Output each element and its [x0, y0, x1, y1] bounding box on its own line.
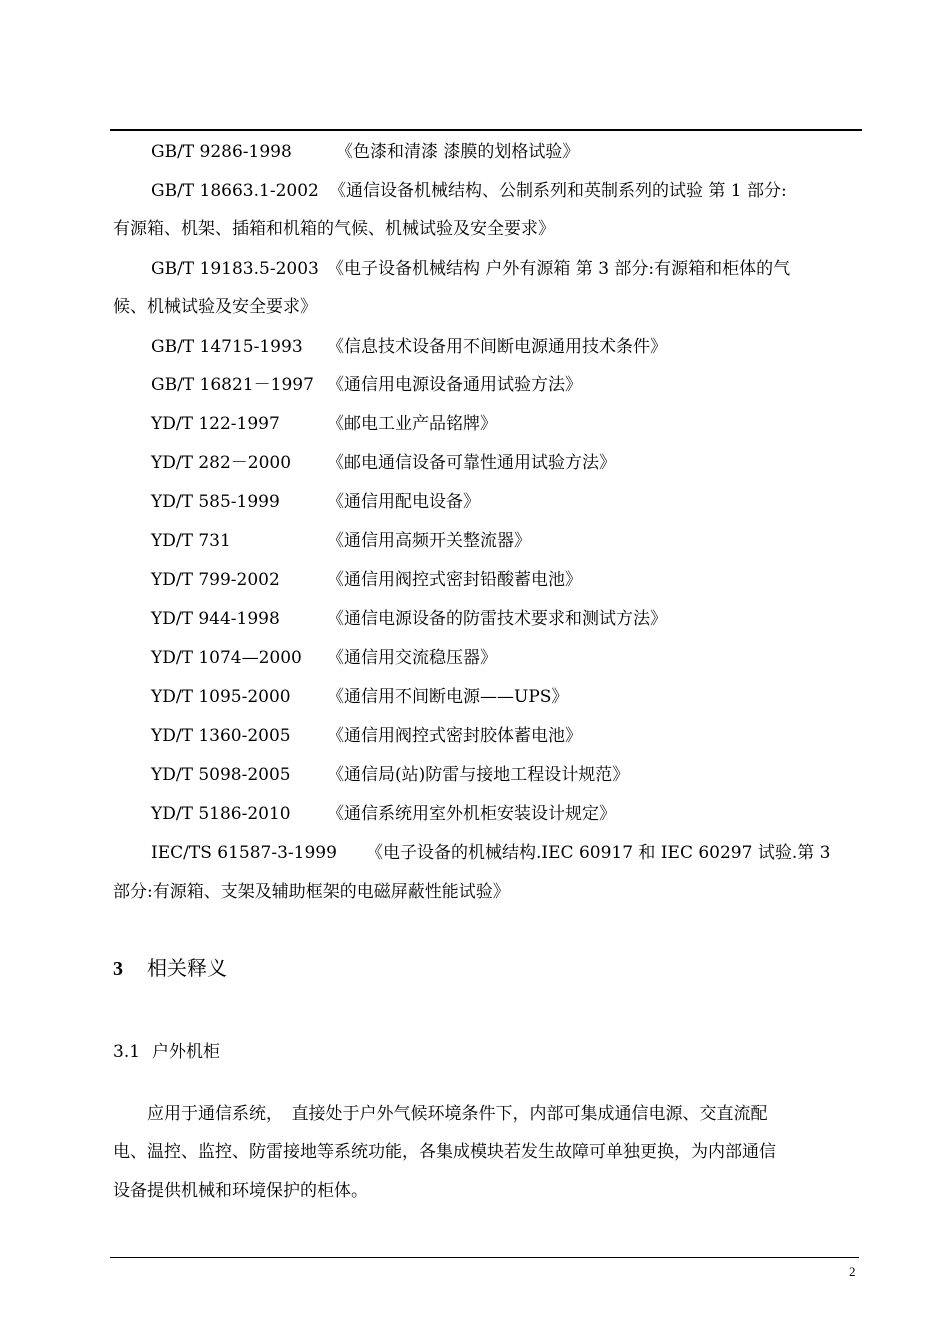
- subsection-number: 3.1: [113, 1042, 141, 1062]
- page-number: 2: [849, 1264, 856, 1279]
- ref-entry: [151, 530, 531, 552]
- ref-title: 《通信用电源设备通用试验方法》: [327, 375, 582, 395]
- ref-code: YD/T 5186-2010: [151, 804, 291, 824]
- ref-code: GB/T 14715-1993: [151, 337, 303, 357]
- ref-title: 《通信用阀控式密封胶体蓄电池》: [327, 726, 582, 746]
- ref-title: 《邮电通信设备可靠性通用试验方法》: [327, 453, 616, 473]
- ref-entry: [151, 647, 497, 669]
- ref-code: GB/T 18663.1-2002: [151, 181, 319, 201]
- ref-title: 《通信系统用室外机柜安装设计规定》: [327, 804, 616, 824]
- ref-code: GB/T 16821－1997: [151, 375, 314, 395]
- ref-code: GB/T 9286-1998: [151, 142, 292, 162]
- header-rule: [110, 129, 862, 131]
- ref-code: YD/T 944-1998: [151, 609, 280, 629]
- subsection-title: 户外机柜: [152, 1042, 220, 1062]
- ref-code: YD/T 1074—2000: [151, 648, 302, 668]
- ref-entry: [151, 258, 791, 280]
- ref-code: YD/T 122-1997: [151, 414, 280, 434]
- ref-entry: [151, 803, 616, 825]
- ref-title: 《通信电源设备的防雷技术要求和测试方法》: [327, 609, 667, 629]
- ref-code: GB/T 19183.5-2003: [151, 259, 319, 279]
- ref-code: YD/T 282－2000: [151, 453, 292, 473]
- section-title: 相关释义: [147, 956, 227, 980]
- ref-code: YD/T 5098-2005: [151, 765, 291, 785]
- ref-entry: [151, 374, 582, 396]
- ref-title: 《电子设备机械结构 户外有源箱 第 3 部分:有源箱和柜体的气: [327, 259, 791, 279]
- subsection-heading: [113, 1041, 220, 1063]
- ref-code: YD/T 731: [151, 531, 231, 551]
- ref-entry: [151, 569, 582, 591]
- ref-entry: [151, 686, 569, 708]
- ref-title: 《通信用交流稳压器》: [327, 648, 497, 668]
- ref-entry: [151, 764, 630, 786]
- ref-code: YD/T 585-1999: [151, 492, 280, 512]
- ref-entry: [151, 141, 580, 163]
- ref-entry: [151, 608, 667, 630]
- ref-entry: [151, 180, 787, 202]
- footer-rule: [110, 1257, 859, 1258]
- ref-title: 《色漆和清漆 漆膜的划格试验》: [336, 142, 580, 162]
- ref-title: 《通信用阀控式密封铅酸蓄电池》: [327, 570, 582, 590]
- ref-code: YD/T 1095-2000: [151, 687, 291, 707]
- ref-title: 《电子设备的机械结构.IEC 60917 和 IEC 60297 试验.第 3: [366, 843, 831, 863]
- section-number: 3: [113, 958, 123, 980]
- ref-entry: [151, 413, 497, 435]
- ref-title: 《通信用高频开关整流器》: [327, 531, 531, 551]
- ref-title: 《信息技术设备用不间断电源通用技术条件》: [327, 337, 667, 357]
- ref-title: 《邮电工业产品铭牌》: [327, 414, 497, 434]
- ref-entry: [151, 336, 667, 358]
- ref-code: YD/T 799-2002: [151, 570, 280, 590]
- ref-title-continuation: 有源箱、机架、插箱和机箱的气候、机械试验及安全要求》: [113, 219, 555, 239]
- ref-code: IEC/TS 61587-3-1999: [151, 843, 337, 863]
- ref-entry: [151, 452, 616, 474]
- ref-title: 《通信局(站)防雷与接地工程设计规范》: [327, 765, 630, 785]
- ref-code: YD/T 1360-2005: [151, 726, 291, 746]
- ref-title-continuation: 部分:有源箱、支架及辅助框架的电磁屏蔽性能试验》: [113, 882, 510, 902]
- ref-title-continuation: 候、机械试验及安全要求》: [113, 297, 317, 317]
- paragraph-line: 电、温控、监控、防雷接地等系统功能，各集成模块若发生故障可单独更换，为内部通信: [113, 1142, 776, 1162]
- paragraph-line: 应用于通信系统， 直接处于户外气候环境条件下，内部可集成通信电源、交直流配: [113, 1104, 768, 1124]
- ref-title: 《通信用配电设备》: [327, 492, 480, 512]
- ref-title: 《通信设备机械结构、公制系列和英制系列的试验 第 1 部分:: [329, 181, 787, 201]
- ref-entry: [151, 725, 582, 747]
- ref-entry: [151, 491, 480, 513]
- ref-entry: [151, 842, 831, 864]
- ref-title: 《通信用不间断电源——UPS》: [327, 687, 569, 707]
- paragraph-line: 设备提供机械和环境保护的柜体。: [113, 1181, 368, 1201]
- section-heading: [113, 956, 227, 981]
